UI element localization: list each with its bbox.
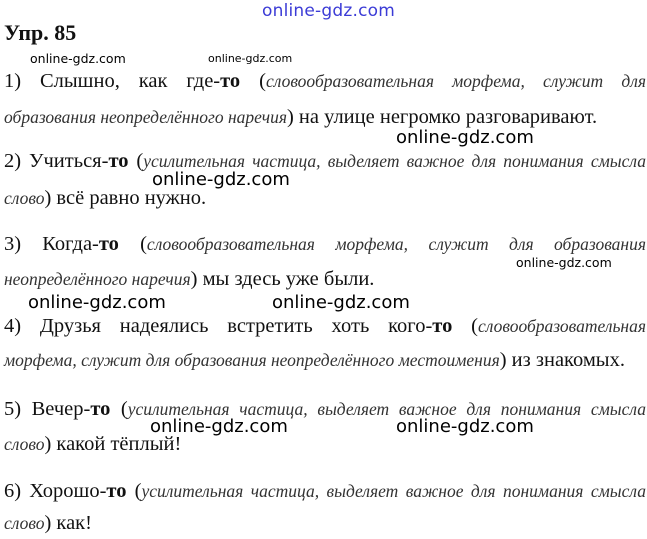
- watermark: online-gdz.com: [516, 255, 612, 270]
- watermark: online-gdz.com: [150, 416, 288, 437]
- item-3-line-1: 3) Когда-то (словообразовательная морфема, служит для образования: [4, 233, 646, 255]
- watermark: online-gdz.com: [208, 52, 293, 65]
- watermark: online-gdz.com: [396, 127, 534, 148]
- exercise-title: Упр. 85: [4, 20, 77, 45]
- item-6-line-1: 6) Хорошо-то (усилительная частица, выделяет важное для понимания смысла: [4, 480, 647, 502]
- item-2-line-2: слово) всё равно нужно.: [4, 187, 207, 209]
- item-5-line-2: слово) какой тёплый!: [4, 433, 182, 455]
- watermark: online-gdz.com: [28, 292, 166, 313]
- watermark: online-gdz.com: [396, 416, 534, 437]
- item-1-line-1: 1) Слышно, как где-то (словообразовательная морфема, служит для: [4, 70, 646, 92]
- watermark-top: online-gdz.com: [262, 1, 396, 21]
- item-2-line-1: 2) Учиться-то (усилительная частица, выделяет важное для понимания смысла: [4, 150, 646, 172]
- watermark: online-gdz.com: [30, 51, 126, 66]
- item-1-line-2: образования неопределённого наречия) на улице негромко разговаривают.: [4, 106, 598, 128]
- watermark: online-gdz.com: [272, 292, 410, 313]
- watermark: online-gdz.com: [152, 169, 290, 190]
- item-6-line-2: слово) как!: [4, 512, 92, 534]
- item-3-line-2: неопределённого наречия) мы здесь уже были.: [4, 268, 375, 290]
- item-5-line-1: 5) Вечер-то (усилительная частица, выделяет важное для понимания смысла: [4, 398, 647, 420]
- item-4-line-2: морфема, служит для образования неопределённого местоимения) из знакомых.: [4, 349, 625, 371]
- item-4-line-1: 4) Друзья надеялись встретить хоть кого-то (словообразовательная: [4, 315, 647, 337]
